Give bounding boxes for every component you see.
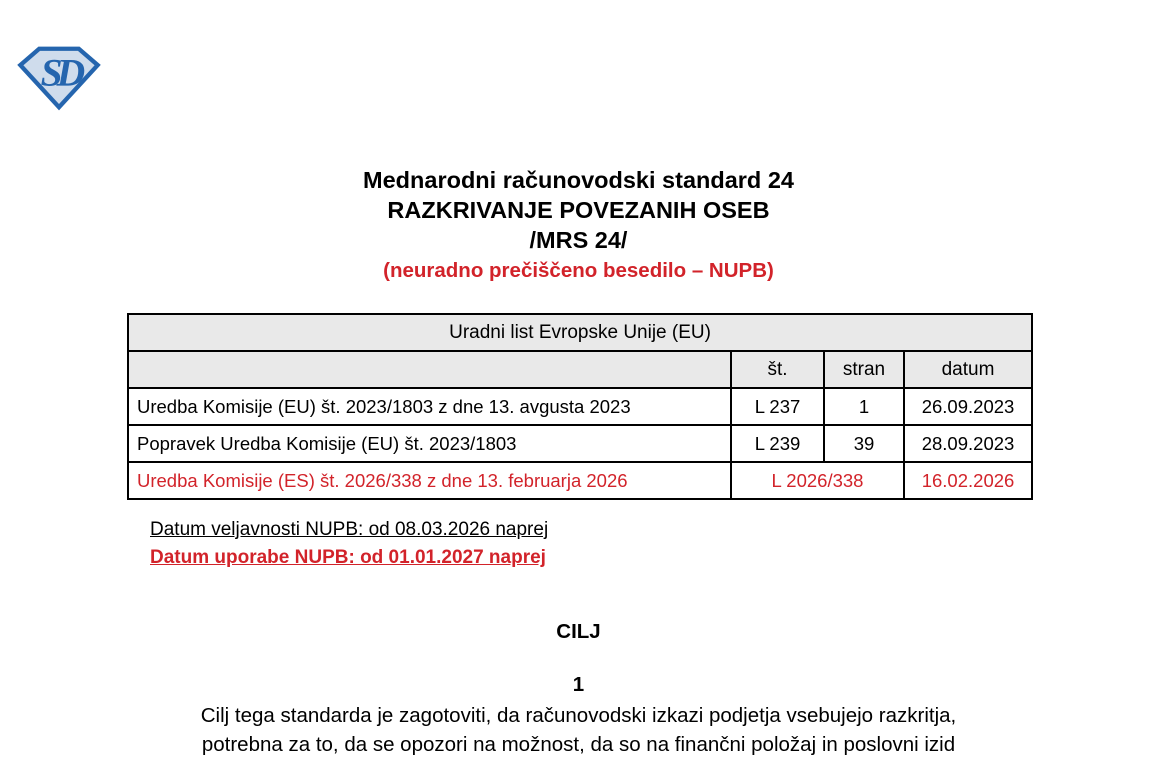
column-header-stran: stran [824, 351, 904, 388]
section-heading: CILJ [0, 620, 1157, 644]
regulation-name: Uredba Komisije (ES) št. 2026/338 z dne 13. februarja 2026 [128, 462, 731, 499]
regulation-number: L 239 [731, 425, 824, 462]
application-date-line: Datum uporabe NUPB: od 01.01.2027 naprej [150, 544, 548, 572]
regulation-page: 1 [824, 388, 904, 425]
document-title-line1: Mednarodni računovodski standard 24 [0, 165, 1157, 195]
regulation-date: 26.09.2023 [904, 388, 1032, 425]
document-title-line2: RAZKRIVANJE POVEZANIH OSEB [0, 195, 1157, 225]
paragraph-number: 1 [0, 673, 1157, 697]
validity-block [150, 516, 548, 572]
regulation-name: Uredba Komisije (EU) št. 2023/1803 z dne 13. avgusta 2023 [128, 388, 731, 425]
regulation-number: L 237 [731, 388, 824, 425]
regulation-date: 16.02.2026 [904, 462, 1032, 499]
column-header-st: št. [731, 351, 824, 388]
table-caption-row [128, 314, 1032, 351]
paragraph-line: potrebna za to, da se opozori na možnost, da so na finančni položaj in poslovni izid [0, 731, 1157, 759]
sd-diamond-logo-icon [16, 44, 102, 112]
title-block [0, 165, 1157, 285]
paragraph-line: Cilj tega standarda je zagotoviti, da računovodski izkazi podjetja vsebujejo razkritja, [0, 702, 1157, 731]
table-row [128, 425, 1032, 462]
regulation-page: 39 [824, 425, 904, 462]
sd-diamond-logo [16, 44, 102, 112]
official-journal-table [127, 313, 1033, 500]
validity-date-line: Datum veljavnosti NUPB: od 08.03.2026 naprej [150, 516, 548, 544]
column-header-empty [128, 351, 731, 388]
logo-letters: SD [41, 51, 85, 95]
table-header-row [128, 351, 1032, 388]
table-row-highlighted [128, 462, 1032, 499]
column-header-datum: datum [904, 351, 1032, 388]
document-subtitle: (neuradno prečiščeno besedilo – NUPB) [0, 256, 1157, 285]
document-title-line3: /MRS 24/ [0, 225, 1157, 255]
paragraph-text [0, 702, 1157, 759]
table-caption: Uradni list Evropske Unije (EU) [128, 314, 1032, 351]
regulation-name: Popravek Uredba Komisije (EU) št. 2023/1803 [128, 425, 731, 462]
regulation-date: 28.09.2023 [904, 425, 1032, 462]
table-row [128, 388, 1032, 425]
regulation-number-page: L 2026/338 [731, 462, 904, 499]
